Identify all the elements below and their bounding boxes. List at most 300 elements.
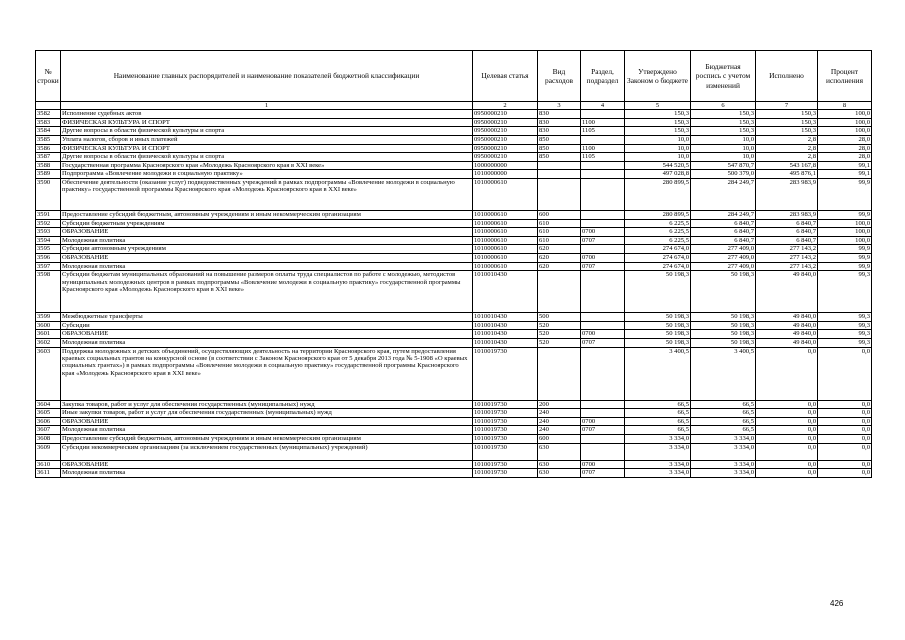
table-row	[36, 338, 872, 347]
expense-type: 610	[538, 236, 581, 245]
execution-percent: 0,0	[818, 409, 872, 418]
execution-percent: 99,9	[818, 253, 872, 262]
budget-plan-amount: 284 249,7	[691, 211, 756, 220]
approved-amount: 6 225,5	[625, 219, 691, 228]
section-code	[581, 313, 625, 322]
executed-amount: 277 143,2	[756, 245, 818, 254]
section-code	[581, 271, 625, 313]
expense-type: 630	[538, 460, 581, 469]
table-row	[36, 118, 872, 127]
execution-percent: 0,0	[818, 434, 872, 443]
section-code	[581, 347, 625, 400]
table-body	[36, 110, 872, 477]
execution-percent: 100,0	[818, 228, 872, 237]
table-row	[36, 211, 872, 220]
row-number: 3596	[36, 253, 61, 262]
section-code	[581, 400, 625, 409]
row-name: Субсидии некоммерческим организациям (за исключением государственных (муниципальных) учреждений)	[61, 443, 473, 460]
column-number: 8	[818, 102, 872, 110]
expense-type: 630	[538, 469, 581, 478]
column-number: 1	[61, 102, 473, 110]
budget-plan-amount: 3 334,0	[691, 460, 756, 469]
row-name: Молодежная политика	[61, 469, 473, 478]
target-article: 1010010430	[473, 330, 538, 339]
row-number: 3601	[36, 330, 61, 339]
expense-type: 620	[538, 245, 581, 254]
approved-amount: 50 198,3	[625, 321, 691, 330]
row-name: ОБРАЗОВАНИЕ	[61, 417, 473, 426]
budget-plan-amount: 277 409,0	[691, 245, 756, 254]
executed-amount: 0,0	[756, 347, 818, 400]
row-name: Субсидии бюджетным учреждениям	[61, 219, 473, 228]
section-code: 1105	[581, 127, 625, 136]
table-row	[36, 321, 872, 330]
target-article: 1010019730	[473, 347, 538, 400]
executed-amount: 49 840,0	[756, 313, 818, 322]
row-number: 3583	[36, 118, 61, 127]
approved-amount: 10,0	[625, 136, 691, 145]
expense-type: 630	[538, 443, 581, 460]
approved-amount: 3 334,0	[625, 460, 691, 469]
row-number: 3604	[36, 400, 61, 409]
row-name: Другие вопросы в области физической культуры и спорта	[61, 153, 473, 162]
section-code: 0707	[581, 426, 625, 435]
execution-percent: 0,0	[818, 400, 872, 409]
executed-amount: 2,8	[756, 136, 818, 145]
approved-amount: 150,3	[625, 127, 691, 136]
column-number-row	[36, 102, 872, 110]
row-number: 3607	[36, 426, 61, 435]
section-code	[581, 161, 625, 170]
row-number: 3587	[36, 153, 61, 162]
section-code	[581, 321, 625, 330]
row-number: 3594	[36, 236, 61, 245]
target-article: 1010010430	[473, 313, 538, 322]
expense-type: 520	[538, 330, 581, 339]
executed-amount: 0,0	[756, 434, 818, 443]
section-code: 0707	[581, 469, 625, 478]
expense-type: 610	[538, 228, 581, 237]
execution-percent: 99,9	[818, 211, 872, 220]
budget-plan-amount: 50 198,3	[691, 338, 756, 347]
execution-percent: 99,1	[818, 170, 872, 179]
budget-plan-amount: 50 198,3	[691, 321, 756, 330]
execution-percent: 0,0	[818, 460, 872, 469]
target-article: 1010000000	[473, 170, 538, 179]
approved-amount: 50 198,3	[625, 271, 691, 313]
table-row	[36, 443, 872, 460]
budget-plan-amount: 547 870,7	[691, 161, 756, 170]
budget-plan-amount: 10,0	[691, 136, 756, 145]
approved-amount: 10,0	[625, 144, 691, 153]
approved-amount: 544 520,5	[625, 161, 691, 170]
row-number: 3590	[36, 179, 61, 211]
target-article: 0950000210	[473, 118, 538, 127]
expense-type	[538, 179, 581, 211]
row-name: Подпрограмма «Вовлечение молодежи в социальную практику»	[61, 170, 473, 179]
section-code: 1100	[581, 144, 625, 153]
execution-percent: 99,1	[818, 161, 872, 170]
execution-percent: 100,0	[818, 236, 872, 245]
row-name: Молодежная политика	[61, 338, 473, 347]
expense-type: 520	[538, 338, 581, 347]
execution-percent: 99,3	[818, 321, 872, 330]
row-name: Молодежная политика	[61, 236, 473, 245]
row-name: Субсидии	[61, 321, 473, 330]
table-row	[36, 434, 872, 443]
table-row	[36, 469, 872, 478]
budget-plan-amount: 150,3	[691, 118, 756, 127]
section-code: 1105	[581, 153, 625, 162]
expense-type: 500	[538, 313, 581, 322]
executed-amount: 0,0	[756, 409, 818, 418]
executed-amount: 2,8	[756, 153, 818, 162]
row-number: 3610	[36, 460, 61, 469]
execution-percent: 99,9	[818, 245, 872, 254]
target-article: 0950000210	[473, 153, 538, 162]
section-code	[581, 245, 625, 254]
target-article: 1010000610	[473, 211, 538, 220]
row-name: Поддержка молодежных и детских объединений, осуществляющих деятельность на территории Красноярского края, путем предоставления краевых социальных грантов на конкурсной основе (в соответствии с Законом Красноярского края от 5 декабря 2013 года № 5-1908 «О краевых социальных грантах») в рамках подпрограммы «Вовлечение молодежи в социальную практику» государственной программы Красноярского края «Молодежь Красноярского края в XXI веке»	[61, 347, 473, 400]
executed-amount: 277 143,2	[756, 262, 818, 271]
expense-type: 850	[538, 153, 581, 162]
header-executed: Исполнено	[756, 51, 818, 102]
approved-amount: 280 899,5	[625, 211, 691, 220]
executed-amount: 150,3	[756, 118, 818, 127]
budget-plan-amount: 277 409,0	[691, 262, 756, 271]
budget-plan-amount: 3 334,0	[691, 443, 756, 460]
target-article: 1010000610	[473, 236, 538, 245]
budget-plan-amount: 150,3	[691, 110, 756, 119]
table-row	[36, 219, 872, 228]
row-name: Предоставление субсидий бюджетным, автономным учреждениям и иным некоммерческим организациям	[61, 211, 473, 220]
budget-plan-amount: 6 840,7	[691, 228, 756, 237]
expense-type: 240	[538, 417, 581, 426]
table-row	[36, 347, 872, 400]
executed-amount: 49 840,0	[756, 330, 818, 339]
expense-type: 520	[538, 321, 581, 330]
expense-type	[538, 170, 581, 179]
executed-amount: 495 876,1	[756, 170, 818, 179]
row-name: Молодежная политика	[61, 426, 473, 435]
table-row	[36, 228, 872, 237]
executed-amount: 2,8	[756, 144, 818, 153]
approved-amount: 6 225,5	[625, 228, 691, 237]
header-name: Наименование главных распорядителей и наименование показателей бюджетной классификации	[61, 51, 473, 102]
target-article: 1010000610	[473, 262, 538, 271]
executed-amount: 0,0	[756, 469, 818, 478]
approved-amount: 66,5	[625, 417, 691, 426]
execution-percent: 99,9	[818, 262, 872, 271]
row-number: 3589	[36, 170, 61, 179]
row-name: Предоставление субсидий бюджетным, автономным учреждениям и иным некоммерческим организациям	[61, 434, 473, 443]
executed-amount: 0,0	[756, 443, 818, 460]
section-code	[581, 443, 625, 460]
executed-amount: 0,0	[756, 460, 818, 469]
target-article: 1010000610	[473, 253, 538, 262]
target-article: 0950000210	[473, 110, 538, 119]
row-number: 3598	[36, 271, 61, 313]
execution-percent: 99,3	[818, 338, 872, 347]
table-row	[36, 179, 872, 211]
table-row	[36, 236, 872, 245]
budget-plan-amount: 66,5	[691, 426, 756, 435]
table-row	[36, 245, 872, 254]
target-article: 0950000210	[473, 127, 538, 136]
budget-plan-amount: 3 400,5	[691, 347, 756, 400]
section-code	[581, 409, 625, 418]
expense-type: 620	[538, 262, 581, 271]
target-article: 1010000610	[473, 219, 538, 228]
execution-percent: 99,3	[818, 271, 872, 313]
executed-amount: 277 143,2	[756, 253, 818, 262]
target-article: 1010000610	[473, 245, 538, 254]
budget-plan-amount: 50 198,3	[691, 313, 756, 322]
target-article: 1010019730	[473, 443, 538, 460]
approved-amount: 3 334,0	[625, 443, 691, 460]
table-row	[36, 409, 872, 418]
expense-type: 850	[538, 136, 581, 145]
row-number: 3602	[36, 338, 61, 347]
section-code	[581, 136, 625, 145]
expense-type: 830	[538, 110, 581, 119]
expense-type: 830	[538, 118, 581, 127]
row-number: 3584	[36, 127, 61, 136]
executed-amount: 6 840,7	[756, 228, 818, 237]
executed-amount: 49 840,0	[756, 321, 818, 330]
row-number: 3599	[36, 313, 61, 322]
row-number: 3608	[36, 434, 61, 443]
execution-percent: 0,0	[818, 417, 872, 426]
row-name: Молодежная политика	[61, 262, 473, 271]
budget-plan-amount: 66,5	[691, 400, 756, 409]
executed-amount: 6 840,7	[756, 219, 818, 228]
approved-amount: 150,3	[625, 110, 691, 119]
row-number: 3605	[36, 409, 61, 418]
row-name: Межбюджетные трансферты	[61, 313, 473, 322]
budget-plan-amount: 66,5	[691, 417, 756, 426]
approved-amount: 3 400,5	[625, 347, 691, 400]
expense-type: 600	[538, 434, 581, 443]
budget-plan-amount: 6 840,7	[691, 219, 756, 228]
expense-type	[538, 161, 581, 170]
execution-percent: 0,0	[818, 469, 872, 478]
row-number: 3588	[36, 161, 61, 170]
column-number: 5	[625, 102, 691, 110]
executed-amount: 0,0	[756, 426, 818, 435]
row-number: 3592	[36, 219, 61, 228]
row-name: Закупка товаров, работ и услуг для обеспечения государственных (муниципальных) нужд	[61, 400, 473, 409]
budget-plan-amount: 10,0	[691, 153, 756, 162]
budget-plan-amount: 3 334,0	[691, 434, 756, 443]
row-name: Другие вопросы в области физической культуры и спорта	[61, 127, 473, 136]
table-row	[36, 460, 872, 469]
section-code	[581, 110, 625, 119]
row-number: 3600	[36, 321, 61, 330]
expense-type: 830	[538, 127, 581, 136]
column-number	[36, 102, 61, 110]
expense-type: 240	[538, 409, 581, 418]
target-article: 1010000610	[473, 179, 538, 211]
row-name: ОБРАЗОВАНИЕ	[61, 330, 473, 339]
table-row	[36, 161, 872, 170]
expense-type	[538, 271, 581, 313]
table-row	[36, 253, 872, 262]
section-code: 0707	[581, 262, 625, 271]
expense-type: 200	[538, 400, 581, 409]
table-row	[36, 110, 872, 119]
budget-plan-amount: 284 249,7	[691, 179, 756, 211]
execution-percent: 100,0	[818, 118, 872, 127]
approved-amount: 150,3	[625, 118, 691, 127]
approved-amount: 6 225,5	[625, 236, 691, 245]
row-name: ОБРАЗОВАНИЕ	[61, 228, 473, 237]
header-expense-type: Вид расходов	[538, 51, 581, 102]
table-row	[36, 262, 872, 271]
row-name: Государственная программа Красноярского края «Молодежь Красноярского края в XXI веке»	[61, 161, 473, 170]
table-row	[36, 127, 872, 136]
approved-amount: 66,5	[625, 409, 691, 418]
expense-type: 620	[538, 253, 581, 262]
row-number: 3585	[36, 136, 61, 145]
approved-amount: 66,5	[625, 426, 691, 435]
execution-percent: 99,9	[818, 179, 872, 211]
executed-amount: 49 840,0	[756, 338, 818, 347]
executed-amount: 283 983,9	[756, 211, 818, 220]
row-name: Иные закупки товаров, работ и услуг для обеспечения государственных (муниципальных) нужд	[61, 409, 473, 418]
section-code: 0707	[581, 236, 625, 245]
section-code	[581, 211, 625, 220]
execution-percent: 100,0	[818, 110, 872, 119]
budget-table	[35, 50, 872, 478]
approved-amount: 3 334,0	[625, 434, 691, 443]
table-row	[36, 417, 872, 426]
table-row	[36, 136, 872, 145]
row-name: ОБРАЗОВАНИЕ	[61, 253, 473, 262]
target-article: 1010019730	[473, 417, 538, 426]
approved-amount: 50 198,3	[625, 330, 691, 339]
row-number: 3595	[36, 245, 61, 254]
row-number: 3606	[36, 417, 61, 426]
expense-type: 600	[538, 211, 581, 220]
row-number: 3603	[36, 347, 61, 400]
execution-percent: 99,3	[818, 313, 872, 322]
execution-percent: 0,0	[818, 347, 872, 400]
target-article: 1000000000	[473, 161, 538, 170]
table-row	[36, 153, 872, 162]
table-row	[36, 271, 872, 313]
approved-amount: 50 198,3	[625, 313, 691, 322]
column-number: 7	[756, 102, 818, 110]
header-approved: Утверждено Законом о бюджете	[625, 51, 691, 102]
row-number: 3586	[36, 144, 61, 153]
section-code	[581, 434, 625, 443]
row-name: Обеспечение деятельности (оказание услуг) подведомственных учреждений в рамках подпрограммы «Вовлечение молодежи в социальную практику» государственной программы Красноярского края «Молодежь Красноярского края в XXI веке»	[61, 179, 473, 211]
budget-plan-amount: 10,0	[691, 144, 756, 153]
header-row	[36, 51, 872, 102]
target-article: 1010010430	[473, 338, 538, 347]
execution-percent: 99,3	[818, 330, 872, 339]
row-name: ОБРАЗОВАНИЕ	[61, 460, 473, 469]
expense-type: 850	[538, 144, 581, 153]
executed-amount: 0,0	[756, 417, 818, 426]
row-number: 3611	[36, 469, 61, 478]
approved-amount: 3 334,0	[625, 469, 691, 478]
section-code: 0700	[581, 417, 625, 426]
section-code	[581, 179, 625, 211]
target-article: 1010019730	[473, 400, 538, 409]
approved-amount: 274 674,0	[625, 262, 691, 271]
target-article: 1010019730	[473, 434, 538, 443]
section-code	[581, 170, 625, 179]
table-row	[36, 313, 872, 322]
table-row	[36, 170, 872, 179]
target-article: 1010000610	[473, 228, 538, 237]
page-number: 426	[830, 599, 844, 608]
budget-plan-amount: 3 334,0	[691, 469, 756, 478]
execution-percent: 28,0	[818, 136, 872, 145]
column-number: 3	[538, 102, 581, 110]
section-code: 0700	[581, 253, 625, 262]
row-number: 3593	[36, 228, 61, 237]
execution-percent: 28,0	[818, 144, 872, 153]
target-article: 1010019730	[473, 426, 538, 435]
budget-plan-amount: 500 379,0	[691, 170, 756, 179]
target-article: 1010010430	[473, 321, 538, 330]
approved-amount: 274 674,0	[625, 245, 691, 254]
row-number: 3597	[36, 262, 61, 271]
approved-amount: 497 028,8	[625, 170, 691, 179]
section-code: 1100	[581, 118, 625, 127]
budget-plan-amount: 6 840,7	[691, 236, 756, 245]
row-name: Субсидии автономным учреждениям	[61, 245, 473, 254]
execution-percent: 28,0	[818, 153, 872, 162]
budget-plan-amount: 277 409,0	[691, 253, 756, 262]
row-name: Исполнение судебных актов	[61, 110, 473, 119]
target-article: 0950000210	[473, 136, 538, 145]
approved-amount: 274 674,0	[625, 253, 691, 262]
row-name: ФИЗИЧЕСКАЯ КУЛЬТУРА И СПОРТ	[61, 118, 473, 127]
header-row-number: № строки	[36, 51, 61, 102]
table-row	[36, 330, 872, 339]
execution-percent: 100,0	[818, 127, 872, 136]
header-section: Раздел, подраздел	[581, 51, 625, 102]
row-number: 3609	[36, 443, 61, 460]
row-number: 3591	[36, 211, 61, 220]
budget-plan-amount: 50 198,3	[691, 330, 756, 339]
expense-type	[538, 347, 581, 400]
row-name: ФИЗИЧЕСКАЯ КУЛЬТУРА И СПОРТ	[61, 144, 473, 153]
table-row	[36, 400, 872, 409]
table-row	[36, 144, 872, 153]
target-article: 1010019730	[473, 409, 538, 418]
approved-amount: 280 899,5	[625, 179, 691, 211]
header-percent: Процент исполнения	[818, 51, 872, 102]
executed-amount: 49 840,0	[756, 271, 818, 313]
execution-percent: 100,0	[818, 219, 872, 228]
row-name: Уплата налогов, сборов и иных платежей	[61, 136, 473, 145]
column-number: 6	[691, 102, 756, 110]
row-name: Субсидии бюджетам муниципальных образований на повышение размеров оплаты труда специалистов по работе с молодежью, методистов муниципальных молодежных центров в рамках подпрограммы «Вовлечение молодежи в социальную практику» государственной программы Красноярского края «Молодежь Красноярского края в XXI веке»	[61, 271, 473, 313]
target-article: 1010019730	[473, 460, 538, 469]
budget-plan-amount: 150,3	[691, 127, 756, 136]
section-code: 0700	[581, 460, 625, 469]
column-number: 4	[581, 102, 625, 110]
budget-plan-amount: 66,5	[691, 409, 756, 418]
expense-type: 240	[538, 426, 581, 435]
table-row	[36, 426, 872, 435]
approved-amount: 10,0	[625, 153, 691, 162]
